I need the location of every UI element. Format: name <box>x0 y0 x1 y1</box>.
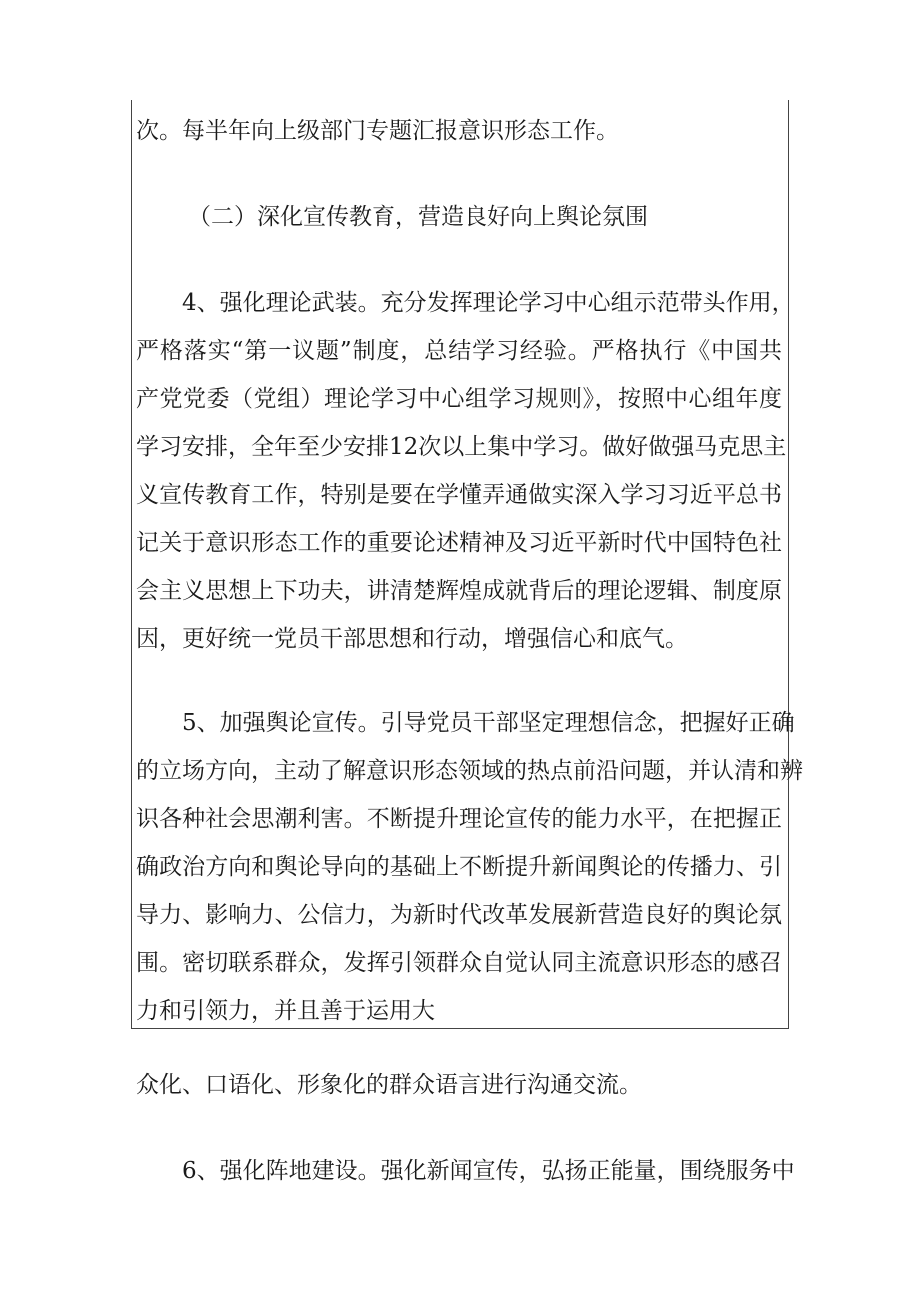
text-line: 次。每半年向上级部门专题汇报意识形态工作。 <box>136 118 619 144</box>
text-line: 力和引领力，并且善于运用大 <box>136 998 435 1024</box>
bordered-text-box <box>131 100 803 1029</box>
text-line: 5、加强舆论宣传。引导党员干部坚定理想信念，把握好正确 <box>182 710 795 736</box>
text-line: 产党党委（党组）理论学习中心组学习规则》，按照中心组年度 <box>136 386 782 412</box>
text-line: 会主义思想上下功夫，讲清楚辉煌成就背后的理论逻辑、制度原 <box>136 578 782 604</box>
text-line: 众化、口语化、形象化的群众语言进行沟通交流。 <box>136 1072 642 1098</box>
text-line: 4、强化理论武装。充分发挥理论学习中心组示范带头作用， <box>182 290 795 316</box>
text-line: 因，更好统一党员干部思想和行动，增强信心和底气。 <box>136 626 688 652</box>
text-line: 识各种社会思潮利害。不断提升理论宣传的能力水平，在把握正 <box>136 806 782 832</box>
text-line: 导力、影响力、公信力，为新时代改革发展新营造良好的舆论氛 <box>136 902 782 928</box>
text-line: 义宣传教育工作，特别是要在学懂弄通做实深入学习习近平总书 <box>136 482 782 508</box>
section-heading: （二）深化宣传教育，营造良好向上舆论氛围 <box>188 204 648 230</box>
text-line: 学习安排，全年至少安排12次以上集中学习。做好做强马克思主 <box>136 434 787 460</box>
text-line: 围。密切联系群众，发挥引领群众自觉认同主流意识形态的感召 <box>136 950 782 976</box>
text-line: 严格落实“第一议题”制度，总结学习经验。严格执行《中国共 <box>136 338 782 364</box>
text-line: 确政治方向和舆论导向的基础上不断提升新闻舆论的传播力、引 <box>136 854 782 880</box>
text-line: 6、强化阵地建设。强化新闻宣传，弘扬正能量，围绕服务中 <box>182 1158 795 1184</box>
text-line: 的立场方向，主动了解意识形态领域的热点前沿问题，并认清和辨 <box>136 758 803 784</box>
text-line: 记关于意识形态工作的重要论述精神及习近平新时代中国特色社 <box>136 530 782 556</box>
